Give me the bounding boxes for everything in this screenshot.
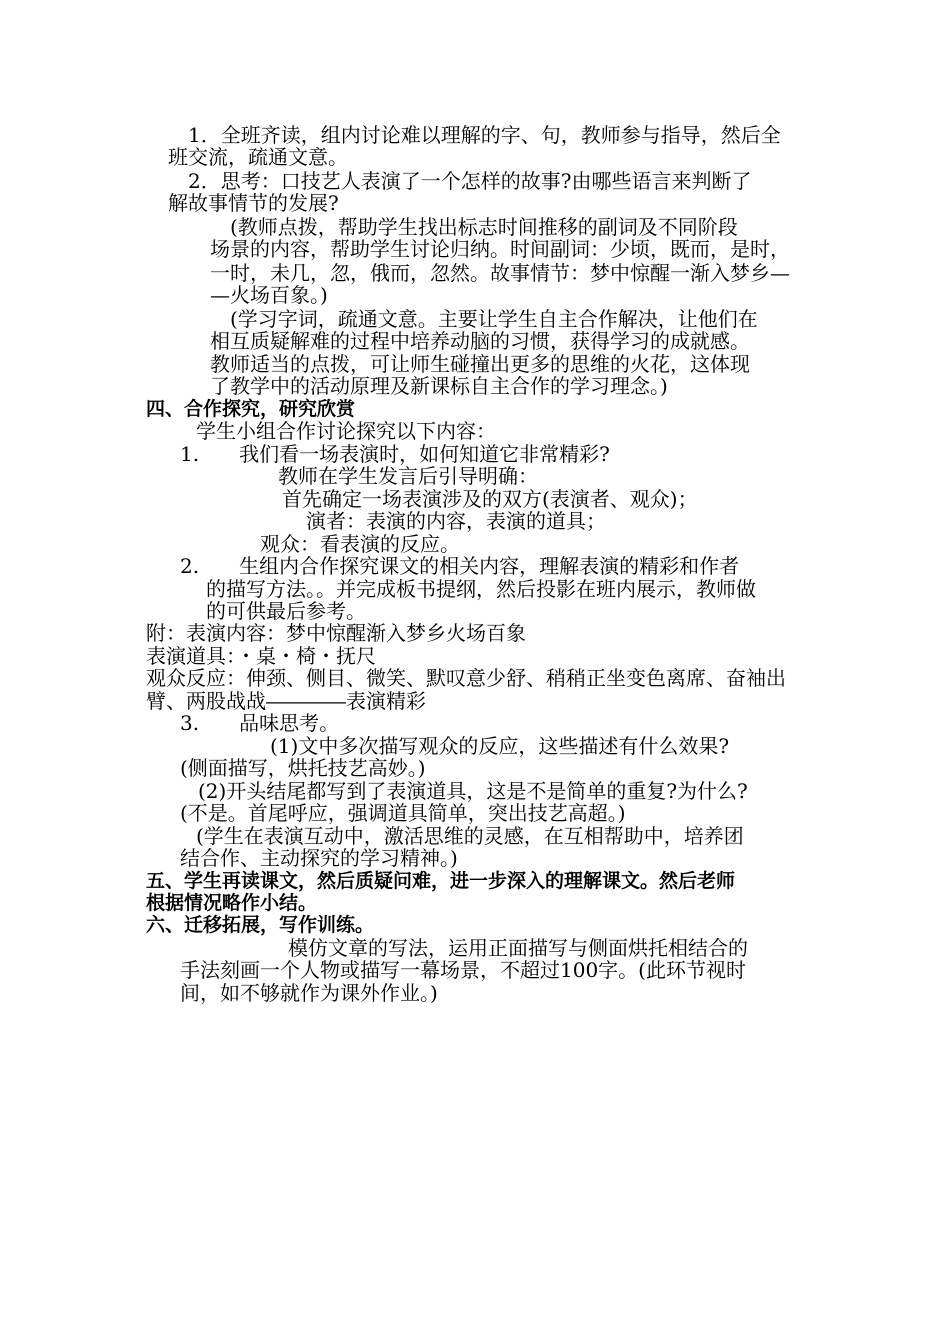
text-line: 首先确定一场表演涉及的双方(表演者、观众)；: [282, 487, 698, 511]
text-line: 手法刻画一个人物或描写一幕场景，不超过100字。(此环节视时: [180, 958, 746, 982]
text-line: 场景的内容，帮助学生讨论归纳。时间副词：少顷，既而，是时，: [210, 237, 790, 261]
section-heading: 根据情况略作小结。: [146, 892, 318, 914]
text-line: 的描写方法。。并完成板书提纲，然后投影在班内展示，教师做: [206, 577, 756, 601]
text-line: 间，如不够就作为课外作业。): [180, 981, 438, 1005]
text-line: 学生小组合作讨论探究以下内容：: [196, 419, 496, 443]
text-line: 2．思考：口技艺人表演了一个怎样的故事?由哪些语言来判断了: [188, 169, 752, 193]
text-line: 1．全班齐读，组内讨论难以理解的字、句，教师参与指导，然后全: [188, 123, 781, 147]
text-line: 教师在学生发言后引导明确：: [278, 464, 538, 488]
section-heading: 五、学生再读课文，然后质疑问难，进一步深入的理解课文。然后老师: [146, 870, 736, 892]
section-heading: 六、迁移拓展，写作训练。: [146, 914, 375, 936]
text-line: (教师点拨，帮助学生找出标志时间推移的副词及不同阶段: [230, 215, 738, 239]
text-line: 一时，未几，忽，俄而，忽然。故事情节：梦中惊醒一渐入梦乡—: [210, 261, 790, 285]
text-line: —火场百象。): [210, 283, 328, 307]
text-line: (1)文中多次描写观众的反应，这些描述有什么效果?: [270, 734, 730, 758]
text-line: 臂、两股战战――――表演精彩: [146, 689, 426, 713]
text-line: 模仿文章的写法，运用正面描写与侧面烘托相结合的: [288, 936, 748, 960]
text-line: 1. 我们看一场表演时，如何知道它非常精彩?: [180, 442, 610, 466]
text-line: 3. 品味思考。: [180, 711, 340, 735]
text-line: (2)开头结尾都写到了表演道具，这是不是简单的重复?为什么?: [198, 779, 748, 803]
text-line: 班交流，疏通文意。: [168, 145, 348, 169]
text-line: (侧面描写，烘托技艺高妙。): [180, 756, 426, 780]
text-line: 表演道具：・桌・椅・抚尺: [146, 644, 376, 668]
text-line: 演者：表演的内容，表演的道具；: [306, 509, 606, 533]
text-line: 教师适当的点拨，可让师生碰撞出更多的思维的火花，这体现: [210, 352, 750, 376]
section-heading: 四、合作探究，研究欣赏: [146, 398, 356, 420]
text-line: 相互质疑解难的过程中培养动脑的习惯，获得学习的成就感。: [210, 329, 750, 353]
text-line: 的可供最后参考。: [206, 599, 366, 623]
text-line: 解故事情节的发展?: [168, 191, 339, 215]
text-line: 附：表演内容：梦中惊醒渐入梦乡火场百象: [146, 621, 526, 645]
text-line: (学习字词，疏通文意。主要让学生自主合作解决，让他们在: [230, 307, 758, 331]
text-line: 结合作、主动探究的学习精神。): [180, 846, 458, 870]
text-line: (学生在表演互动中，激活思维的灵感，在互相帮助中，培养团: [196, 824, 744, 848]
text-line: 了教学中的活动原理及新课标自主合作的学习理念。): [210, 374, 668, 398]
text-line: 观众：看表演的反应。: [260, 532, 460, 556]
text-line: 2. 生组内合作探究课文的相关内容，理解表演的精彩和作者: [180, 554, 740, 578]
text-line: 观众反应：伸颈、侧目、微笑、默叹意少舒、稍稍正坐变色离席、奋袖出: [146, 666, 786, 690]
text-line: (不是。首尾呼应，强调道具简单，突出技艺高超。): [180, 801, 626, 825]
